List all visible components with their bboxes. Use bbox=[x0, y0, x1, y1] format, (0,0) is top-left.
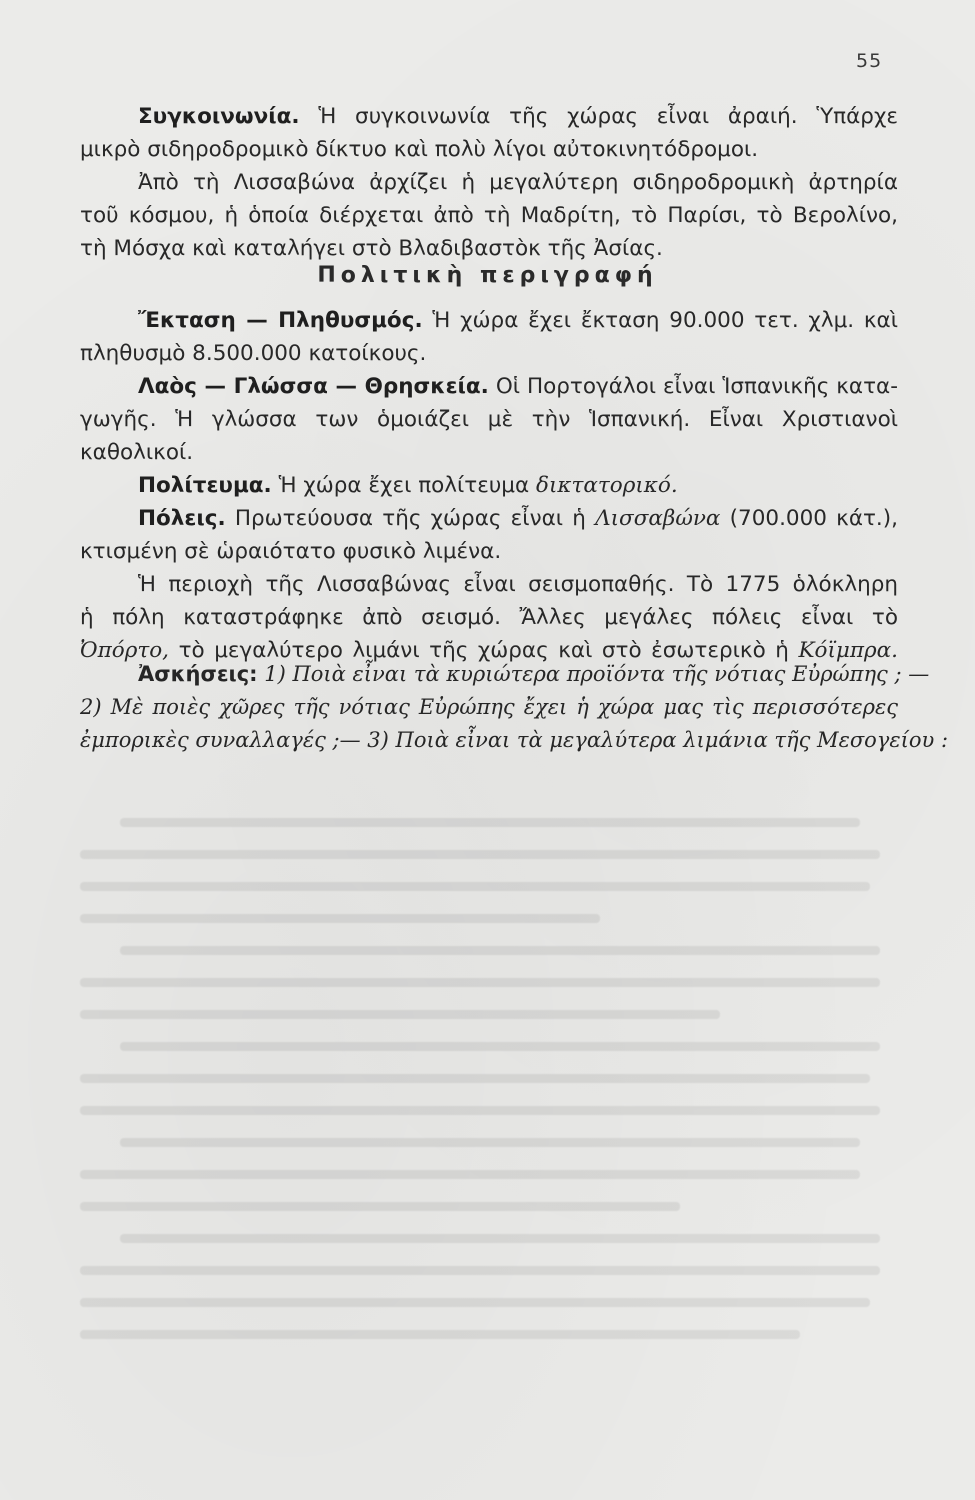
people-heading: Λαὸς — Γλώσσα — Θρησκεία. bbox=[138, 374, 489, 399]
cities-capital: Λισσαβώνα bbox=[595, 506, 721, 531]
exercise-1: 1) Ποιὰ εἶναι τὰ κυριώτερα προϊόντα τῆς νότιας Εὐρώπης ; — bbox=[264, 662, 930, 686]
cities-line-4: ἡ πόλη καταστράφηκε ἀπὸ σεισμό. Ἄλλες μεγάλες πόλεις εἶναι τὸ bbox=[80, 605, 898, 630]
people-line-1 bbox=[80, 370, 898, 403]
cities-coimbra: Κόϊμπρα. bbox=[798, 638, 898, 663]
communications-line-3: Ἀπὸ τὴ Λισσαβώνα ἀρχίζει ἡ μεγαλύτερη σιδηροδρομικὴ ἀρτηρία bbox=[138, 170, 898, 195]
cities-text-1a: Πρωτεύουσα τῆς χώρας εἶναι ἡ bbox=[234, 506, 586, 531]
communications-paragraph bbox=[80, 100, 898, 265]
cities-line-2: κτισμένη σὲ ὡραιότατο φυσικὸ λιμένα. bbox=[80, 539, 502, 564]
exercises-block bbox=[80, 658, 949, 757]
exercises-line-2: 2) Μὲ ποιὲς χῶρες τῆς νότιας Εὐρώπης ἔχει ἡ χώρα μας τὶς περισσότερες bbox=[80, 695, 898, 719]
communications-line-4: τοῦ κόσμου, ἡ ὁποία διέρχεται ἀπὸ τὴ Μαδρίτη, τὸ Παρίσι, τὸ Βερολίνο, bbox=[80, 203, 898, 228]
cities-heading: Πόλεις. bbox=[138, 506, 226, 531]
people-line-3: καθολικοί. bbox=[80, 440, 194, 465]
government-text: Ἡ χώρα ἔχει πολίτευμα bbox=[278, 473, 530, 498]
political-description bbox=[80, 304, 898, 667]
section-title: Πολιτικὴ περιγραφή bbox=[317, 263, 658, 288]
cities-text-1b: (700.000 κάτ.), bbox=[729, 506, 898, 531]
people-line-2: γωγῆς. Ἡ γλώσσα των ὁμοιάζει μὲ τὴν Ἱσπανική. Εἶναι Χριστιανοὶ bbox=[80, 407, 898, 432]
exercises-label: Ἀσκήσεις: bbox=[138, 662, 258, 686]
communications-line-1 bbox=[80, 100, 898, 133]
cities-oporto: Ὀπόρτο, bbox=[80, 638, 170, 663]
area-heading: Ἔκταση — Πληθυσμός. bbox=[138, 308, 423, 333]
cities-text-5: τὸ μεγαλύτερο λιμάνι τῆς χώρας καὶ στὸ ἐσωτερικὸ ἡ bbox=[178, 638, 789, 663]
cities-line-1 bbox=[80, 502, 898, 535]
bleed-through-lines bbox=[80, 810, 900, 1370]
communications-line-2: μικρὸ σιδηροδρομικὸ δίκτυο καὶ πολὺ λίγοι αὐτοκινητόδρομοι. bbox=[80, 137, 759, 162]
communications-text-1: Ἡ συγκοινωνία τῆς χώρας εἶναι ἀραιή. Ὑπάρχε bbox=[318, 104, 898, 129]
government-heading: Πολίτευμα. bbox=[138, 473, 272, 498]
area-line-2: πληθυσμὸ 8.500.000 κατοίκους. bbox=[80, 341, 427, 366]
page-number: 55 bbox=[856, 50, 883, 72]
area-text-1: Ἡ χώρα ἔχει ἔκταση 90.000 τετ. χλμ. καὶ bbox=[432, 308, 898, 333]
government-type: δικτατορικό. bbox=[536, 473, 678, 498]
area-line-1 bbox=[80, 304, 898, 337]
communications-heading: Συγκοινωνία. bbox=[138, 104, 300, 129]
cities-line-3: Ἡ περιοχὴ τῆς Λισσαβώνας εἶναι σεισμοπαθής. Τὸ 1775 ὁλόκληρη bbox=[138, 572, 898, 597]
bleed-through-texture bbox=[80, 810, 900, 1380]
exercises-line-1 bbox=[80, 658, 930, 691]
people-text-1: Οἱ Πορτογάλοι εἶναι Ἱσπανικῆς κατα- bbox=[495, 374, 898, 399]
exercises-line-3: ἐμπορικὲς συναλλαγές ;— 3) Ποιὰ εἶναι τὰ μεγαλύτερα λιμάνια τῆς Μεσογείου : bbox=[80, 728, 949, 752]
communications-line-5: τὴ Μόσχα καὶ καταλήγει στὸ Βλαδιβαστὸκ τῆς Ἀσίας. bbox=[80, 236, 663, 261]
government-line bbox=[80, 469, 898, 502]
